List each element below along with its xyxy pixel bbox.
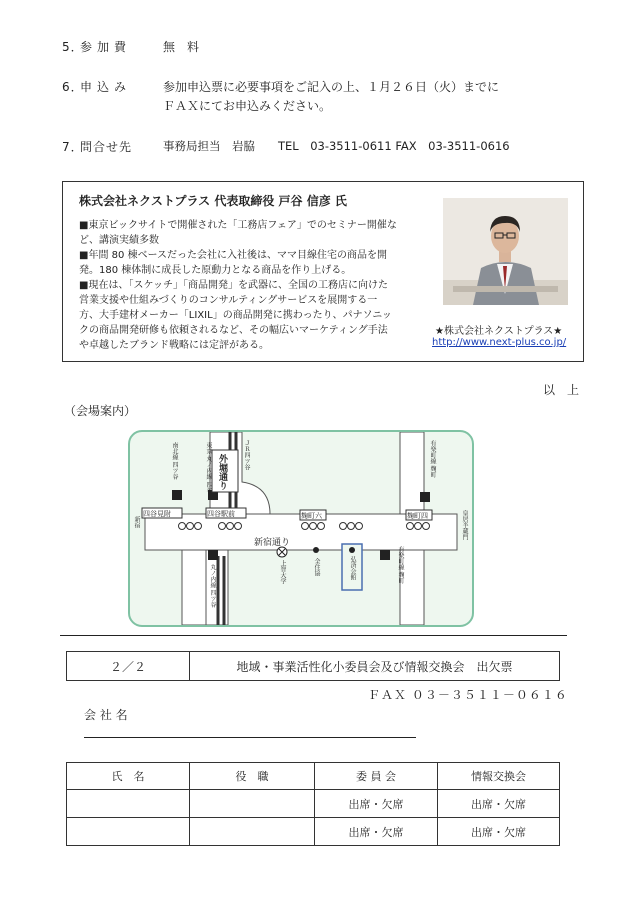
map-line-label: 有楽町線 麹町 [397,546,404,584]
column-header: 委 員 会 [315,763,438,790]
exchange-attendance-cell[interactable]: 出席・欠席 [438,818,560,846]
form-header-table [66,651,560,681]
map-station-label: 麹町六 [301,512,322,520]
title-cell[interactable] [190,790,315,818]
form-fax-number: ＦＡＸ ０３－３５１１－０６１６ [368,688,568,702]
venue-label: （会場案内） [64,404,137,418]
item-value-line-1: 参加申込票に必要事項をご記入の上、１月２６日（火）までに [163,80,500,94]
item-value: 無 料 [163,40,200,54]
speaker-title: 株式会社ネクストプラス 代表取締役 戸谷 信彦 氏 [79,194,347,208]
company-name-field[interactable] [84,737,416,738]
closing-text: 以 上 [543,383,580,397]
map-station-label: 四谷駅前 [207,510,235,518]
name-cell[interactable] [67,790,190,818]
exchange-attendance-cell[interactable]: 出席・欠席 [438,790,560,818]
speaker-profile-box [62,181,584,362]
speaker-bio [79,218,397,353]
company-url-link[interactable]: http://www.next-plus.co.jp/ [432,337,567,348]
company-caption: ★株式会社ネクストプラス★ [435,326,563,337]
title-cell[interactable] [190,818,315,846]
item-label: 問合せ先 [80,140,133,154]
map-landmark-label: 上智大学 [279,560,286,584]
bio-bullet: ■現在は、「スケッチ」「商品開発」を武器に、全国の工務店に向けた営業支援や仕組みづくりのコンサルティングサービスを展開する一方、大手建材メーカー「LIXIL」の商品開発に携わったり、パナソニックの商品開発研修も依頼されるなど、その幅広いマーケティング手法や卓越したブランド戦略には定評がある。 [79,280,392,351]
attendance-table [66,762,560,846]
map-landmark-label: 全住協 [313,558,320,576]
item-label: 参加費 [80,40,132,54]
item-number: 5． [62,40,84,54]
form-title: 地域・事業活性化小委員会及び情報交換会 出欠票 [190,652,560,681]
committee-attendance-cell[interactable]: 出席・欠席 [315,790,438,818]
map-station-label: 四谷見附 [143,510,171,518]
map-line-label: 丸ノ内線 四ツ谷 [209,564,216,608]
speaker-photo [443,198,568,305]
map-line-label: 有楽町線 麹町 [429,440,436,478]
company-name-label: 会 社 名 [84,708,128,722]
item-number: 6． [62,80,84,94]
map-edge-label-right: 皇居半蔵門 [461,510,468,540]
column-header: 役 職 [190,763,315,790]
item-label: 申込み [80,80,132,94]
table-header-row [67,763,560,790]
form-page-number: ２／２ [67,652,190,681]
bio-bullet: ■東京ビックサイトで開催された「工務店フェア」でのセミナー開催など、講演実績多数 [79,220,397,246]
table-row [67,818,560,846]
table-row [67,790,560,818]
name-cell[interactable] [67,818,190,846]
map-line-label: 南北線 四ツ谷 [171,442,178,480]
map-edge-label-left: 新宿 [133,516,140,528]
map-shinjuku-dori-label: 新宿通り [254,538,291,548]
column-header: 氏 名 [67,763,190,790]
item-number: 7． [62,140,84,154]
bio-bullet: ■年間 80 棟ベースだった会社に入社後は、ママ目線住宅の商品を開発。180 棟体制に成長した原動力となる商品を作り上げる。 [79,250,388,276]
map-sotobori-label: 外堀通り [217,454,227,490]
column-header: 情報交換会 [438,763,560,790]
map-line-label: ＪＲ四ツ谷 [243,440,250,470]
map-station-label: 麹町四 [407,512,428,520]
section-divider [60,635,567,636]
venue-map [128,430,474,627]
item-value: 事務局担当 岩脇 TEL 03-3511-0611 FAX 03-3511-0616 [163,139,510,153]
committee-attendance-cell[interactable]: 出席・欠席 [315,818,438,846]
map-venue-label: 弘済会館 [349,556,356,580]
item-value-line-2: ＦＡＸにてお申込みください。 [163,99,332,113]
map-line-label: 東京 丸ノ内線 四谷 [205,442,212,494]
